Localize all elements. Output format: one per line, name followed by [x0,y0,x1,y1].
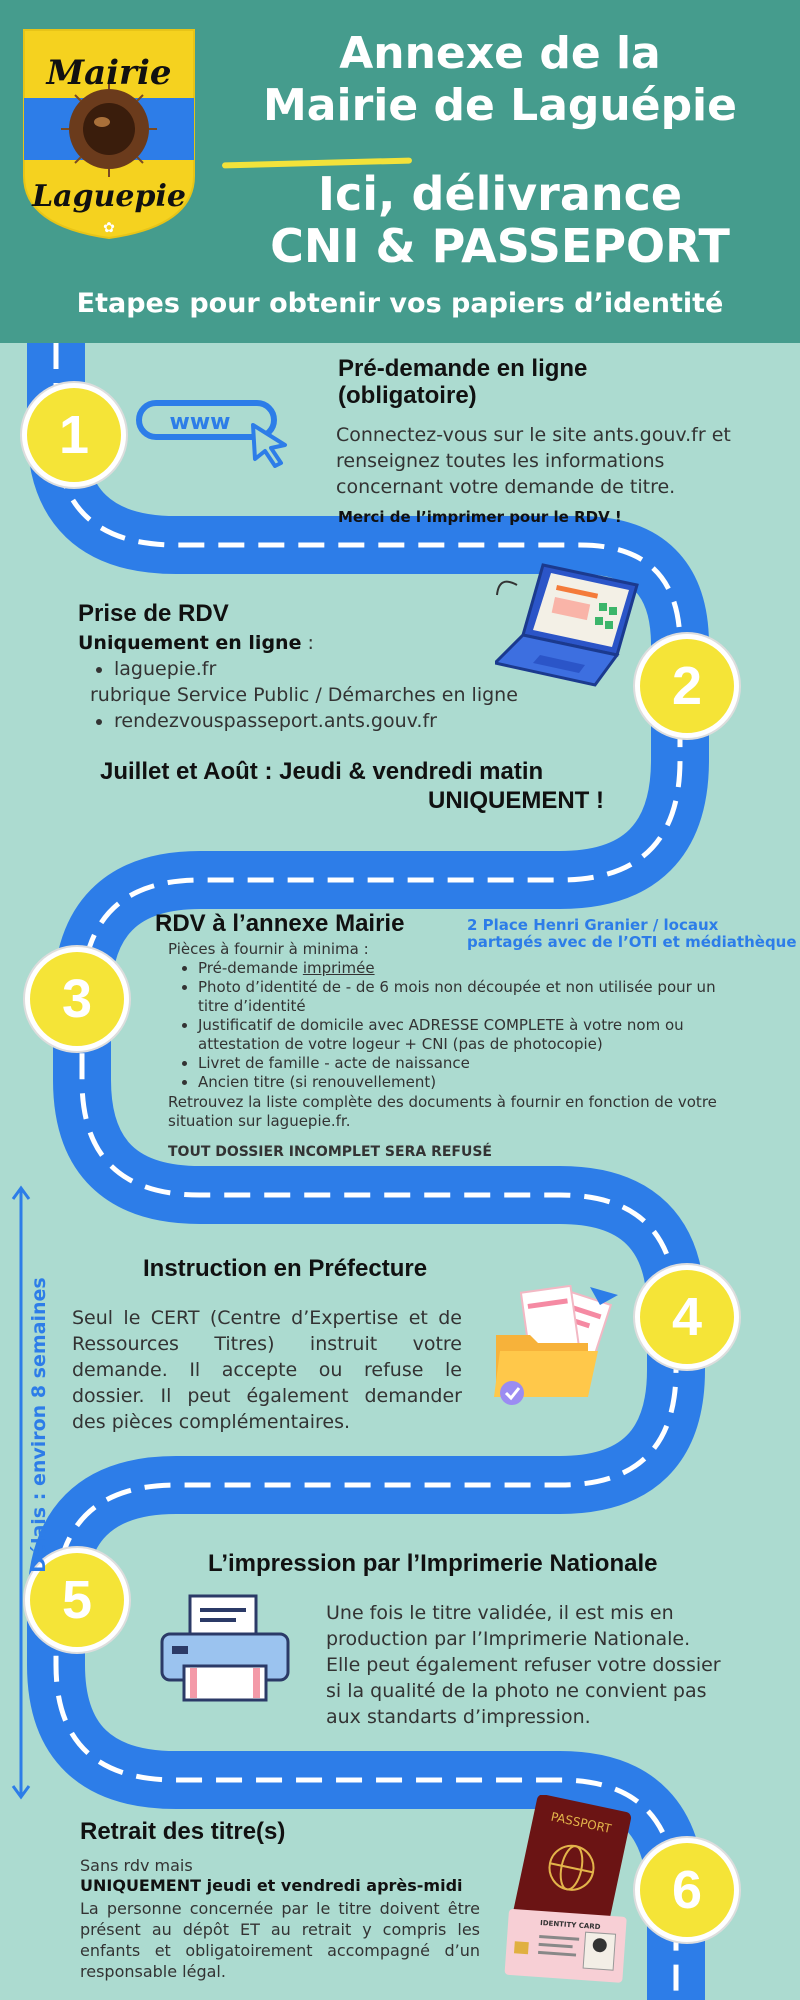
step-2-circle: 2 [635,634,739,738]
svg-text:www: www [169,410,231,435]
step-3-address: 2 Place Henri Granier / locaux partagés avec de l’OTI et médiathèque [467,916,797,951]
step-2-rubrique: rubrique Service Public / Démarches en ligne [90,684,518,706]
svg-text:PASSPORT: PASSPORT [549,1809,613,1837]
step-1-circle: 1 [22,383,126,487]
header-title-line2: Mairie de Laguépie [263,80,737,131]
step-3-item-5: • Ancien titre (si renouvellement) [198,1073,743,1092]
step-3-warning: TOUT DOSSIER INCOMPLET SERA REFUSÉ [168,1144,492,1160]
step-3-item-1: • Pré-demande imprimée [198,959,743,978]
step-3-circle: 3 [25,947,129,1051]
step-3-item-2: • Photo d’identité de - de 6 mois non découpée et non utilisée pour un titre d’identité [198,978,743,1016]
step-3-footer: Retrouvez la liste complète des documents à fournir en fonction de votre situation sur laguepie.fr. [168,1093,717,1130]
printer-icon [158,1592,293,1704]
laptop-icon [495,555,645,690]
step-3-item-4: • Livret de famille - acte de naissance [198,1054,743,1073]
step-5-circle: 5 [25,1548,129,1652]
www-cursor-icon [135,393,295,468]
header-title-line1: Annexe de la [339,28,661,79]
step-6-line2: UNIQUEMENT jeudi et vendredi après-midi [80,1876,463,1895]
step-6-circle: 6 [635,1838,739,1942]
step-6-title: Retrait des titre(s) [80,1818,286,1845]
step-2-summer: Juillet et Août : Jeudi & vendredi matin UNIQUEMENT ! [100,758,604,814]
svg-text:Mairie: Mairie [46,53,172,93]
step-1-title: Pré-demande en ligne (obligatoire) [338,355,588,409]
svg-text:✿: ✿ [103,220,115,236]
step-4-text: Seul le CERT (Centre d’Expertise et de Ressources Titres) instruit votre demande. Il accepte ou refuse le dossier. Il peut également demander des pièces complémentaires. [72,1307,462,1433]
svg-text:Laguepie: Laguepie [32,179,186,214]
step-6-line1: Sans rdv mais [80,1856,193,1875]
step-2-list-b [92,708,437,734]
delay-label: Délais : environ 8 semaines [28,1277,50,1573]
step-1-note: Merci de l’imprimer pour le RDV ! [338,508,622,526]
step-4-circle: 4 [635,1265,739,1369]
step-3-item-3: • Justificatif de domicile avec ADRESSE COMPLETE à votre nom ou attestation de votre logeur + CNI (pas de photocopie) [198,1016,743,1054]
step-1-text: Connectez-vous sur le site ants.gouv.fr et renseignez toutes les informations concernant votre demande de titre. [336,424,731,498]
step-3-intro: Pièces à fournir à minima : [168,940,369,958]
passport-id-icon [498,1795,638,1985]
svg-text:IDENTITY CARD: IDENTITY CARD [539,1918,601,1932]
step-5-title: L’impression par l’Imprimerie Nationale [208,1550,658,1577]
header-subtitle-line2: CNI & PASSEPORT [270,219,730,273]
steps-heading: Etapes pour obtenir vos papiers d’identité [76,288,724,319]
folder-documents-icon [490,1285,630,1410]
step-2-title: Prise de RDV [78,600,229,627]
step-2-item-laguepie[interactable]: • laguepie.fr [114,656,216,682]
step-3-title: RDV à l’annexe Mairie [155,910,405,937]
step-2-list-a [92,656,216,682]
header-subtitle-line1: Ici, délivrance [317,167,683,221]
step-2-item-ants[interactable]: • rendezvouspasseport.ants.gouv.fr [114,708,437,734]
step-5-text: Une fois le titre validée, il est mis en production par l’Imprimerie Nationale. Elle peut également refuser votre dossier si la qualité de la photo ne convient pas aux standarts d’impression. [326,1602,721,1728]
step-4-title: Instruction en Préfecture [143,1255,428,1282]
step-6-text: La personne concernée par le titre doivent être présent au dépôt ET au retrait y compris les enfants et obligatoirement accompagné d’un responsable légal. [80,1899,480,1981]
step-3-list [176,959,743,1092]
step-2-online: Uniquement en ligne : [78,632,314,654]
